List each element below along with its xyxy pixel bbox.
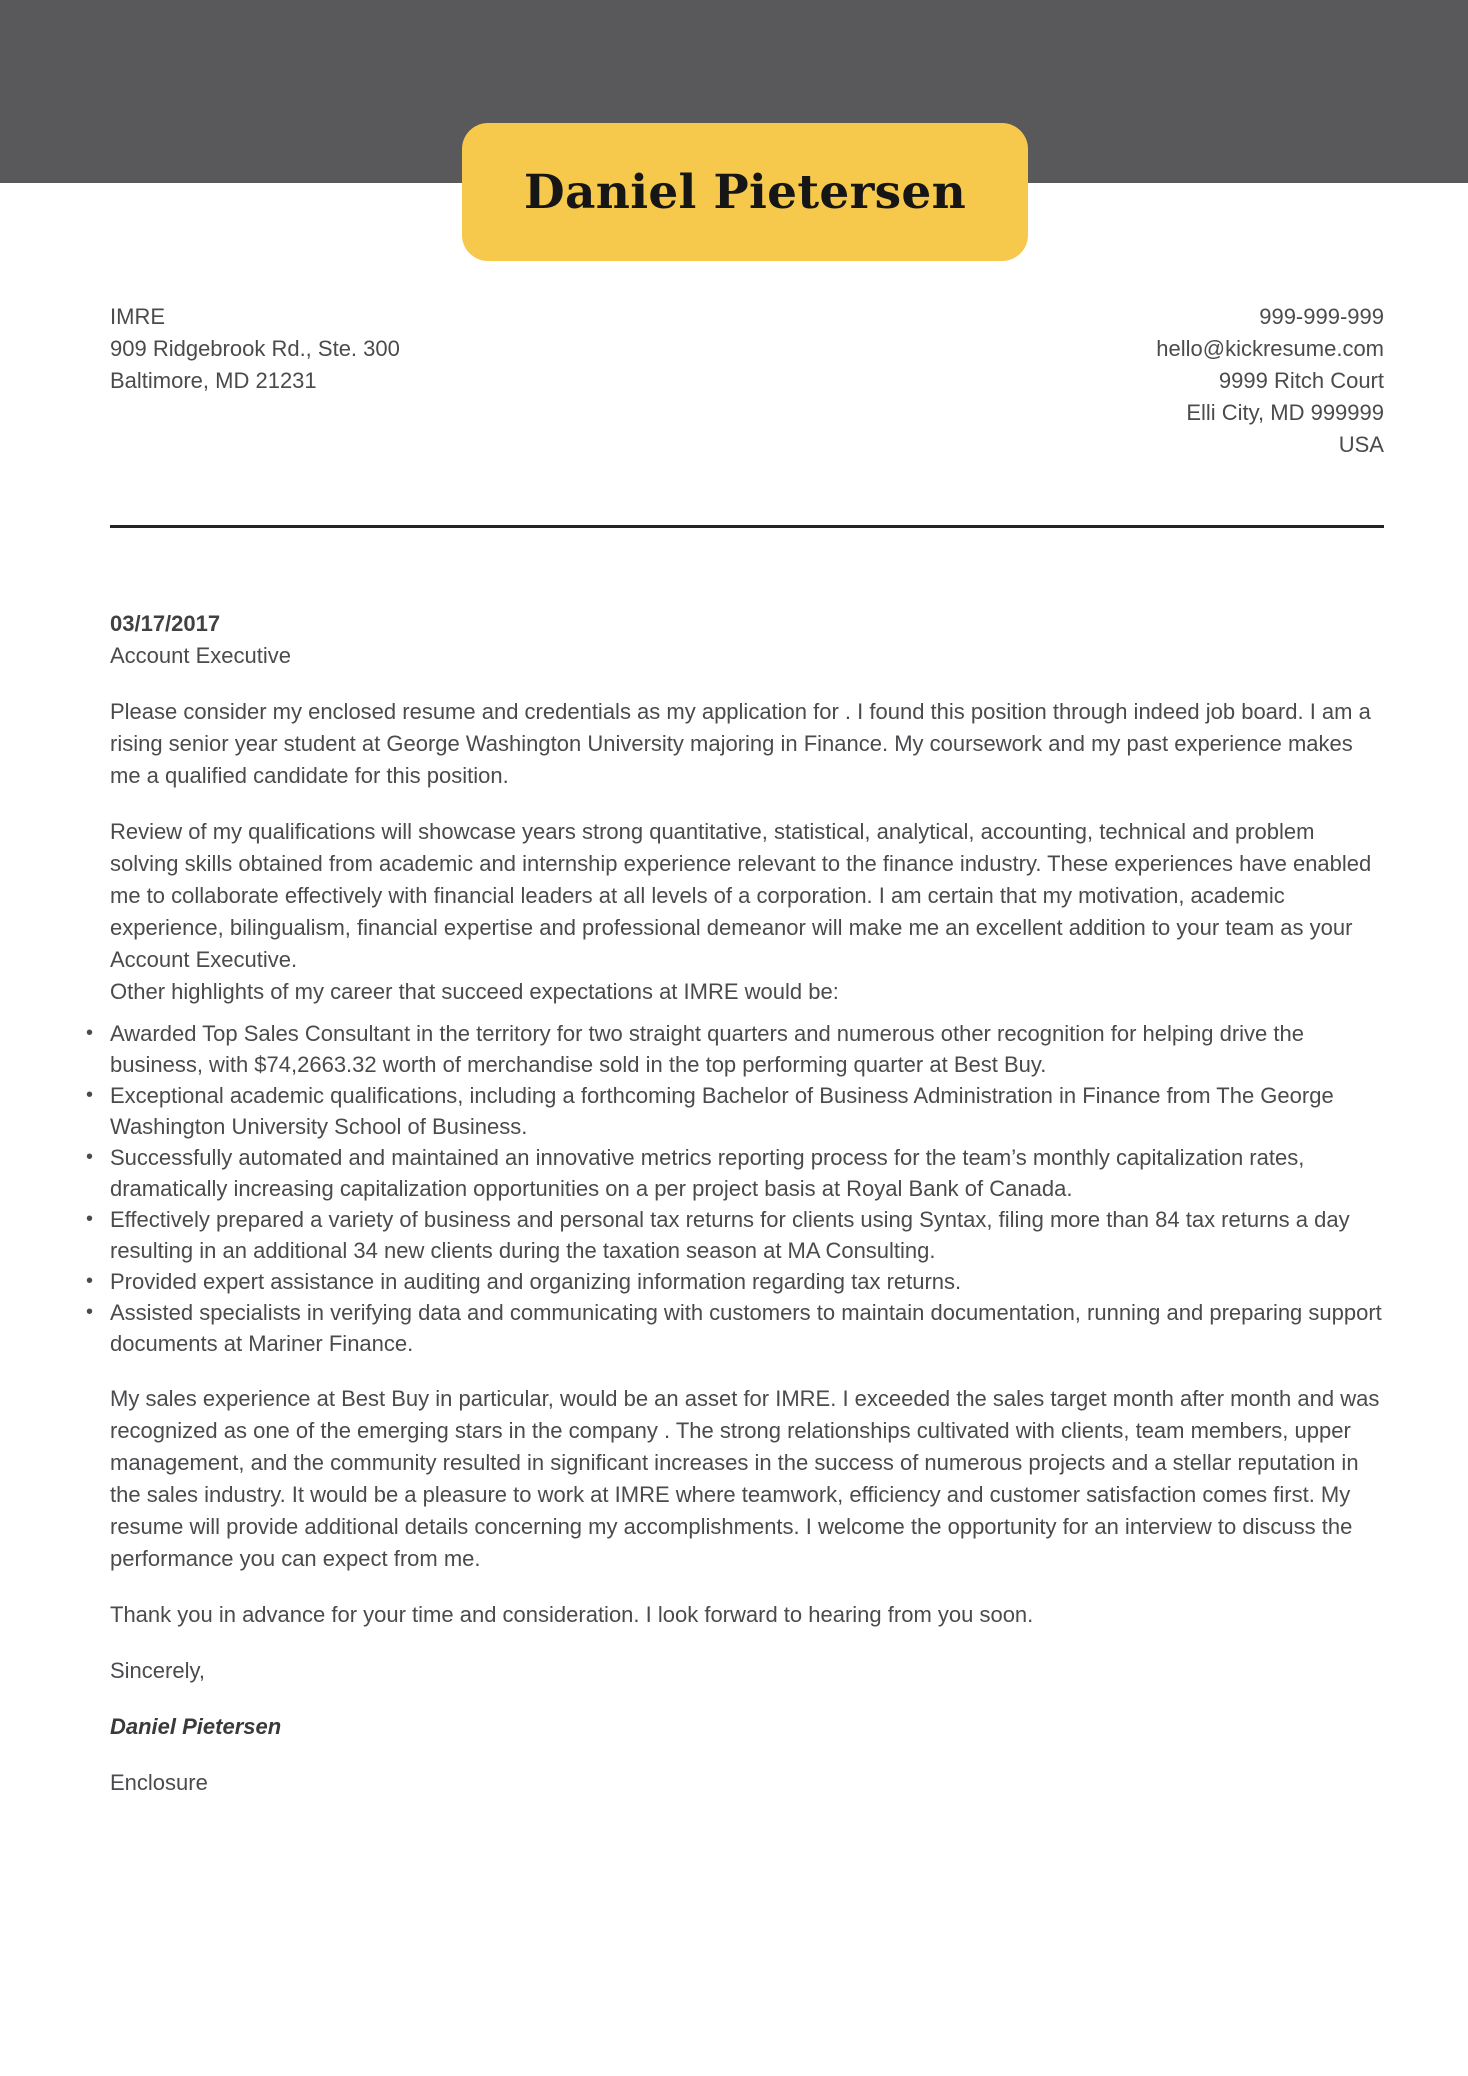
letter-date: 03/17/2017 — [110, 611, 221, 636]
letter-content — [0, 301, 1468, 1799]
applicant-address-line1: 9999 Ritch Court — [1218, 368, 1384, 393]
list-item-text: Successfully automated and maintained an innovative metrics reporting process for the team’s monthly capitalization rates, dramatically increasing capitalization opportunities on a per project basis at Royal Bank of Canada. — [110, 1145, 1305, 1201]
list-item-text: Effectively prepared a variety of business and personal tax returns for clients using Syntax, filing more than 84 tax returns a day resulting in an additional 34 new clients during the taxation season at MA Consulting. — [110, 1207, 1350, 1263]
bullet-dot-icon: • — [86, 1022, 94, 1044]
date-block — [110, 608, 1384, 672]
list-item — [86, 1204, 1384, 1266]
enclosure-note: Enclosure — [110, 1770, 208, 1795]
applicant-phone: 999-999-999 — [1259, 304, 1384, 329]
sender-block — [110, 301, 400, 397]
applicant-contact-block — [1156, 301, 1384, 461]
list-item — [86, 1266, 1384, 1297]
sender-company: IMRE — [110, 304, 165, 329]
highlights-list — [86, 1018, 1384, 1359]
list-item — [86, 1080, 1384, 1142]
list-item — [86, 1018, 1384, 1080]
list-item-text: Exceptional academic qualifications, including a forthcoming Bachelor of Business Administration in Finance from The George Washington University School of Business. — [110, 1083, 1334, 1139]
list-item-text: Awarded Top Sales Consultant in the territory for two straight quarters and numerous other recognition for helping drive the business, with $74,2663.32 worth of merchandise sold in the top performing quarter at Best Buy. — [110, 1021, 1304, 1077]
paragraph-qualifications: Review of my qualifications will showcase years strong quantitative, statistical, analytical, accounting, technical and problem solving skills obtained from academic and internship experience relevant to the finance industry. These experiences have enabled me to collaborate effectively with financial leaders at all levels of a corporation. I am certain that my motivation, academic experience, bilingualism, financial expertise and professional demeanor will make me an excellent addition to your team as your Account Executive. — [110, 819, 1372, 972]
name-plate — [462, 123, 1028, 261]
paragraph-thanks: Thank you in advance for your time and consideration. I look forward to hearing from you soon. — [110, 1602, 1034, 1627]
page-title: Daniel Pietersen — [523, 164, 967, 220]
applicant-address-line2: Elli City, MD 999999 — [1186, 400, 1384, 425]
contact-row — [110, 301, 1384, 461]
bullet-dot-icon: • — [86, 1208, 94, 1230]
bullet-dot-icon: • — [86, 1270, 94, 1292]
sender-address-line1: 909 Ridgebrook Rd., Ste. 300 — [110, 336, 400, 361]
bullet-dot-icon: • — [86, 1146, 94, 1168]
list-item-text: Provided expert assistance in auditing and organizing information regarding tax returns. — [110, 1269, 962, 1294]
position-title: Account Executive — [110, 643, 291, 668]
closing-salutation: Sincerely, — [110, 1658, 205, 1683]
signature-name: Daniel Pietersen — [110, 1714, 282, 1739]
list-item — [86, 1297, 1384, 1359]
bullet-dot-icon: • — [86, 1084, 94, 1106]
divider — [110, 525, 1384, 528]
bullet-dot-icon: • — [86, 1301, 94, 1323]
sender-address-line2: Baltimore, MD 21231 — [110, 368, 317, 393]
list-intro: Other highlights of my career that succeed expectations at IMRE would be: — [110, 979, 839, 1004]
paragraph-experience: My sales experience at Best Buy in particular, would be an asset for IMRE. I exceeded the sales target month after month and was recognized as one of the emerging stars in the company . The strong relationships cultivated with clients, team members, upper management, and the community resulted in significant increases in the success of numerous projects and a stellar reputation in the sales industry. It would be a pleasure to work at IMRE where teamwork, efficiency and customer satisfaction comes first. My resume will provide additional details concerning my accomplishments. I welcome the opportunity for an interview to discuss the performance you can expect from me. — [110, 1386, 1380, 1571]
paragraph-intro: Please consider my enclosed resume and credentials as my application for . I found this position through indeed job board. I am a rising senior year student at George Washington University majoring in Finance. My coursework and my past experience makes me a qualified candidate for this position. — [110, 699, 1371, 788]
list-item — [86, 1142, 1384, 1204]
applicant-country: USA — [1338, 432, 1384, 457]
applicant-email: hello@kickresume.com — [1156, 336, 1384, 361]
list-item-text: Assisted specialists in verifying data and communicating with customers to maintain documentation, running and preparing support documents at Mariner Finance. — [110, 1300, 1382, 1356]
